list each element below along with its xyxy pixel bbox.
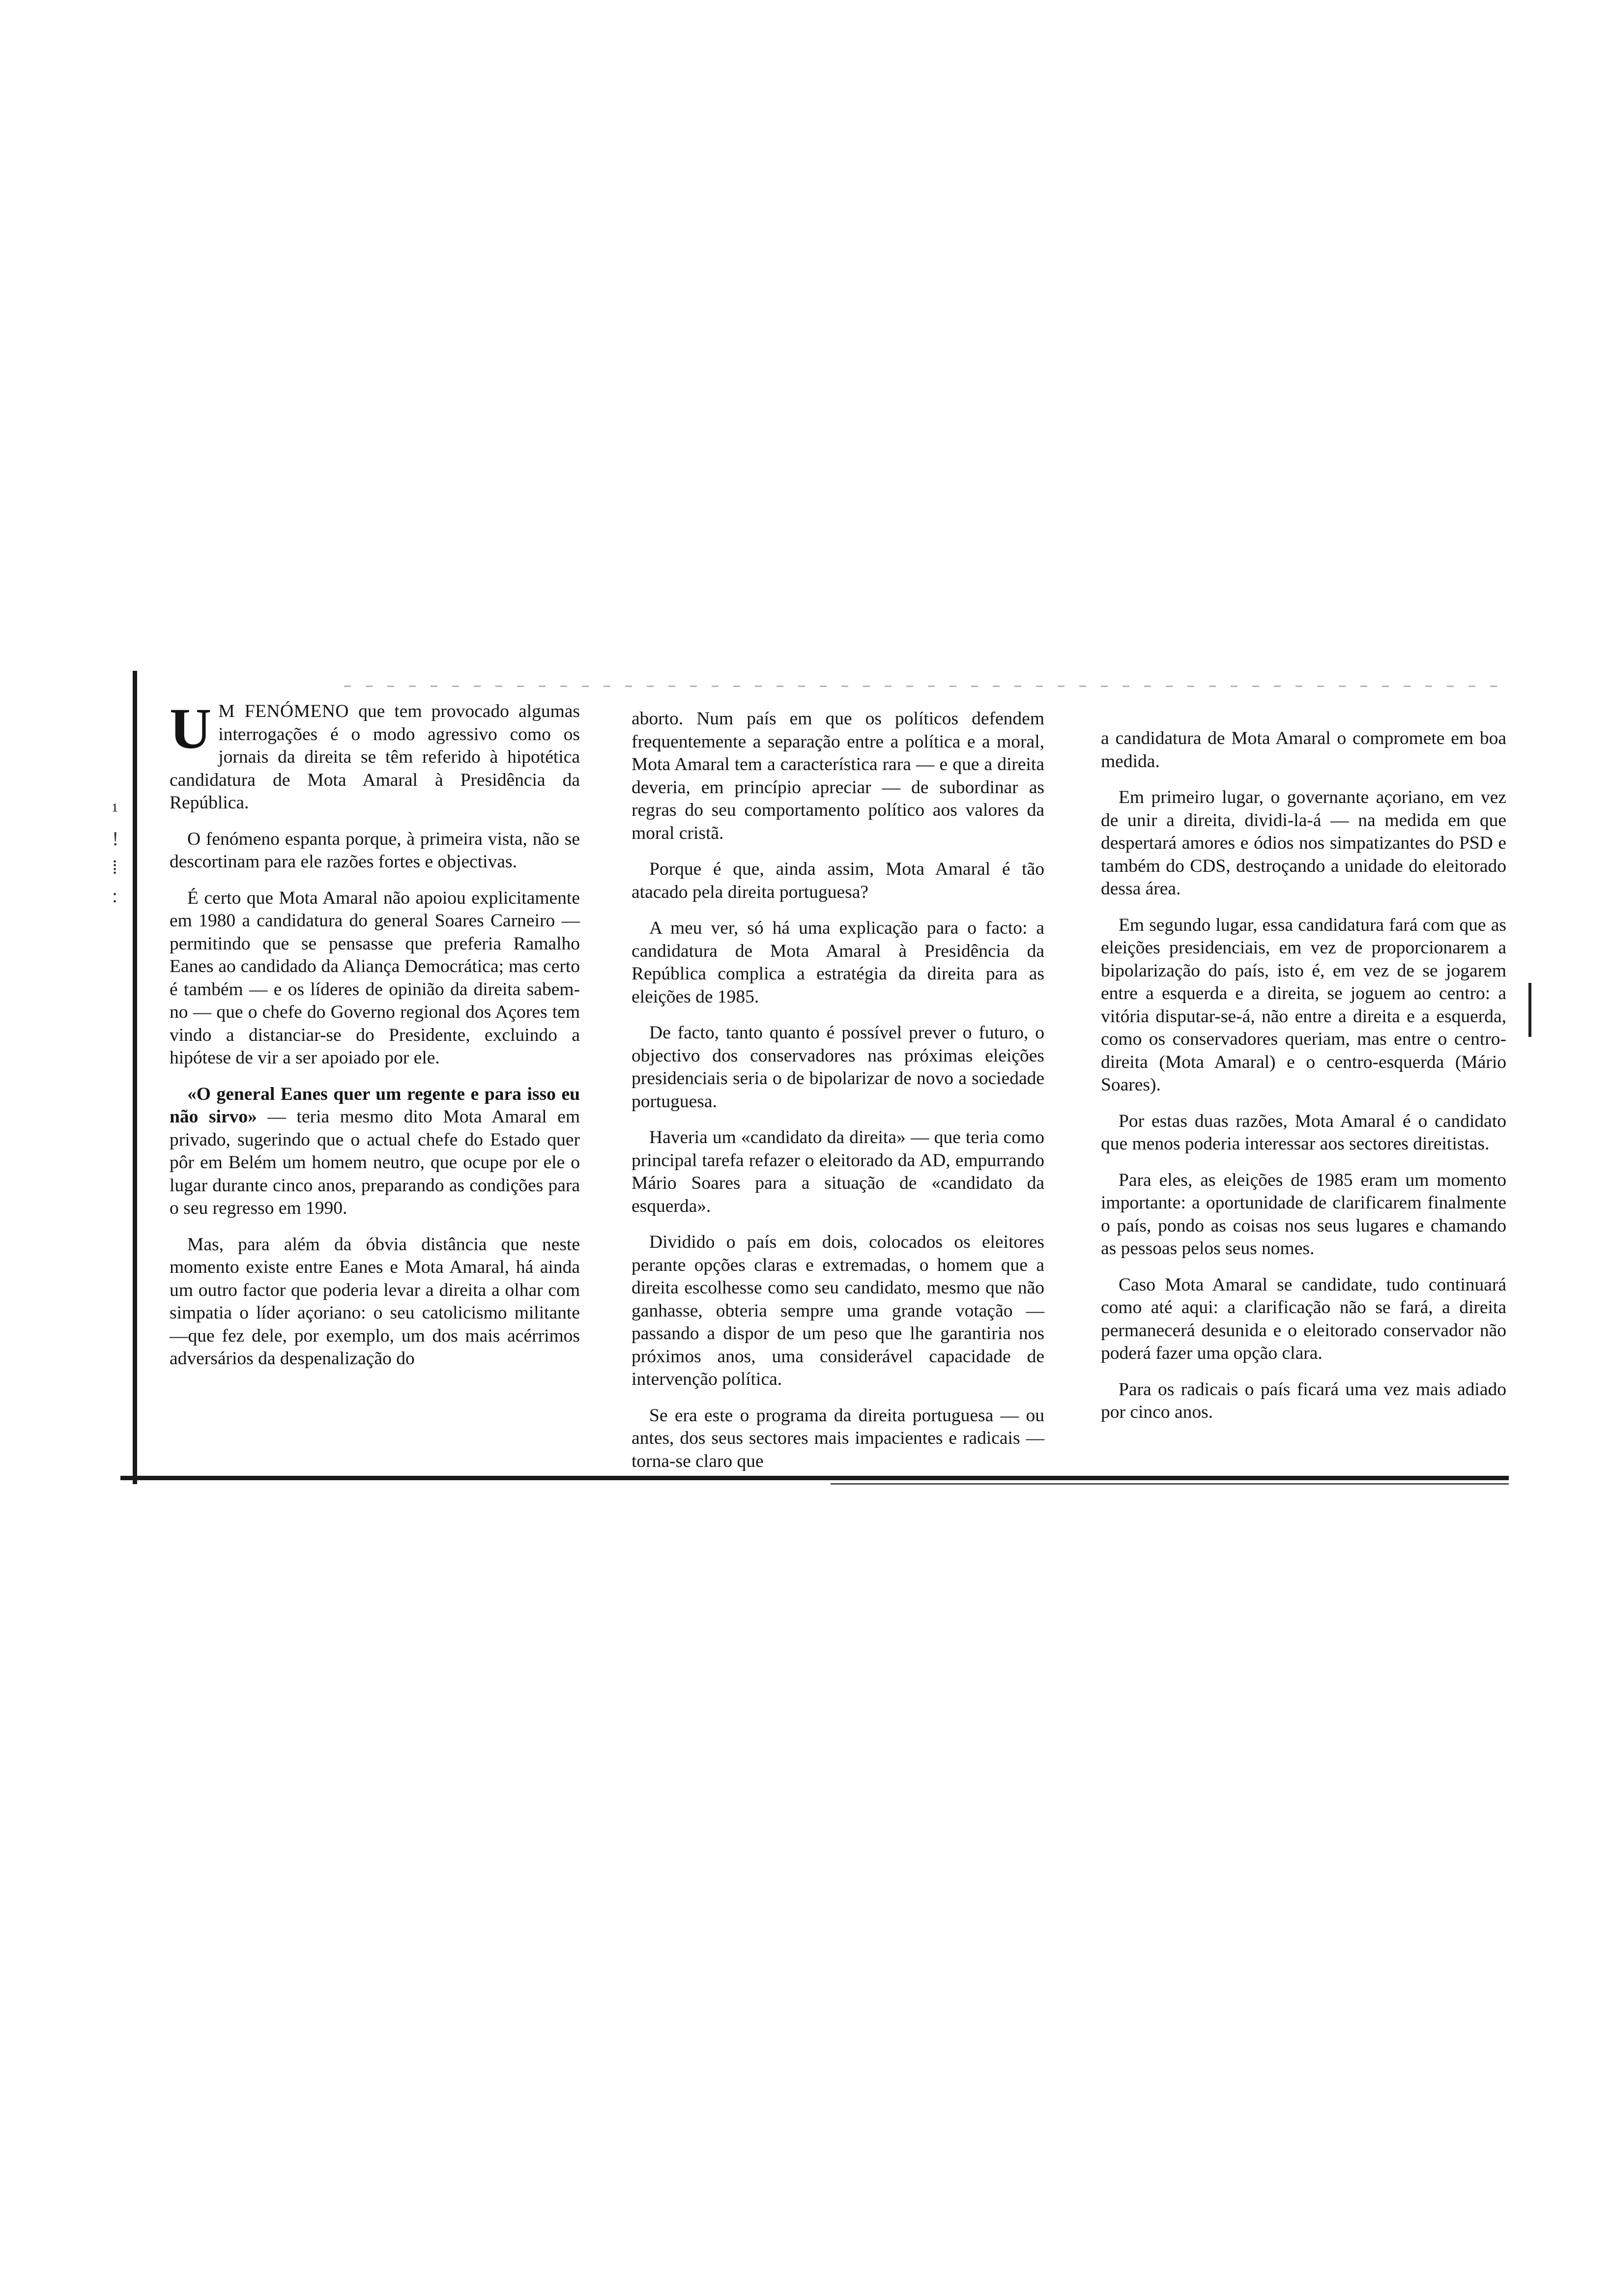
paragraph: Porque é que, ainda assim, Mota Amaral é tão atacado pela direita portuguesa? bbox=[632, 859, 1044, 902]
top-print-specks bbox=[344, 686, 1504, 687]
paragraph: Por estas duas razões, Mota Amaral é o candidato que menos poderia interessar aos sectores direitistas. bbox=[1101, 1111, 1506, 1154]
left-margin-marks bbox=[112, 796, 127, 944]
paragraph bbox=[170, 1083, 580, 1220]
paragraph: O fenómeno espanta porque, à primeira vista, não se descortinam para ele razões fortes e objectivas. bbox=[170, 829, 580, 872]
paragraph: aborto. Num país em que os políticos defendem frequentemente a separação entre a política e a moral, Mota Amaral tem a característica rara — e que a direita deveria, em princípio apreciar — de subordinar as regras do seu comportamento político aos valores da moral cristã. bbox=[632, 709, 1044, 843]
paragraph: Em segundo lugar, essa candidatura fará com que as eleições presidenciais, em vez de proporcionarem a bipolarização do país, isto é, em vez de se jogarem entre a esquerda e a direita, se joguem ao centro: a vitória disputar-se-á, não entre a direita e a esquerda, como os conservadores queriam, mas entre o centro-direita (Mota Amaral) e o centro-esquerda (Mário Soares). bbox=[1101, 915, 1506, 1095]
paragraph: Se era este o programa da direita portuguesa — ou antes, dos seus sectores mais impacientes e radicais — torna-se claro que bbox=[632, 1405, 1044, 1471]
margin-mark: ! bbox=[112, 828, 119, 850]
article-column-3 bbox=[1101, 727, 1506, 1437]
drop-cap: U bbox=[170, 696, 212, 761]
paragraph: Para eles, as eleições de 1985 eram um momento importante: a oportunidade de clarificarem finalmente o país, pondo as coisas nos seus lugares e chamando as pessoas pelos seus nomes. bbox=[1101, 1170, 1506, 1259]
paragraph: Caso Mota Amaral se candidate, tudo continuará como até aqui: a clarificação não se fará, a direita permanecerá desunida e o eleitorado conservador não poderá fazer uma opção clara. bbox=[1101, 1274, 1506, 1363]
margin-mark: ⁞ bbox=[112, 856, 118, 878]
paragraph: a candidatura de Mota Amaral o compromete em boa medida. bbox=[1101, 728, 1506, 772]
paragraph: Mas, para além da óbvia distância que neste momento existe entre Eanes e Mota Amaral, há ainda um outro factor que poderia levar a direita a olhar com simpatia o líder açoriano: o seu catolicismo militante —que fez dele, por exemplo, um dos mais acérrimos adversários da despenalização do bbox=[170, 1234, 580, 1369]
paragraph-text: — teria mesmo dito Mota Amaral em privado, sugerindo que o actual chefe do Estado quer pôr em Belém um homem neutro, que ocupe por ele o lugar durante cinco anos, preparando as condições para o seu regresso em 1990. bbox=[170, 1107, 580, 1218]
paragraph bbox=[170, 696, 580, 815]
paragraph-text: que tem provocado algumas interrogações é o modo agressivo como os jornais da direita se têm referido à hipotética candidatura de Mota Amaral à Presidência da República. bbox=[170, 701, 580, 813]
paragraph: Em primeiro lugar, o governante açoriano, em vez de unir a direita, dividi-la-á — na medida em que despertará amores e ódios nos simpatizantes do PSD e também do CDS, destroçando a unidade do eleitorado dessa área. bbox=[1101, 787, 1506, 899]
pull-quote: «O general Eanes quer um regente e para isso eu não sirvo» bbox=[170, 1084, 580, 1127]
paragraph: Haveria um «candidato da direita» — que teria como principal tarefa refazer o eleitorado da AD, empurrando Mário Soares para a situação de «candidato da esquerda». bbox=[632, 1127, 1044, 1216]
paragraph: De facto, tanto quanto é possível prever o futuro, o objectivo dos conservadores nas próximas eleições presidenciais seria o de bipolarizar de novo a sociedade portuguesa. bbox=[632, 1023, 1044, 1112]
margin-mark: ¹ bbox=[112, 799, 118, 821]
margin-mark: : bbox=[112, 885, 118, 907]
left-column-rule bbox=[133, 671, 137, 1484]
right-margin-mark bbox=[1528, 983, 1531, 1037]
paragraph: Dividido o país em dois, colocados os eleitores perante opções claras e extremadas, o homem que a direita escolhesse como seu candidato, mesmo que não ganhasse, obteria sempre uma grande votação — passando a dispor de um peso que lhe garantiria nos próximos anos, uma considerável capacidade de intervenção política. bbox=[632, 1232, 1044, 1389]
paragraph: A meu ver, só há uma explicação para o facto: a candidatura de Mota Amaral à Presidência da República complica a estratégia da direita para as eleições de 1985. bbox=[632, 918, 1044, 1007]
paragraph: É certo que Mota Amaral não apoiou explicitamente em 1980 a candidatura do general Soares Carneiro — permitindo que se pensasse que preferia Ramalho Eanes ao candidado da Aliança Democrática; mas certo é também — e os líderes de opinião da direita sabem-no — que o chefe do Governo regional dos Açores tem vindo a distanciar-se do Presidente, excluindo a hipótese de vir a ser apoiado por ele. bbox=[170, 888, 580, 1068]
lead-in: M FENÓMENO bbox=[218, 701, 349, 721]
paragraph: Para os radicais o país ficará uma vez mais adiado por cinco anos. bbox=[1101, 1379, 1506, 1422]
article-column-2 bbox=[632, 708, 1044, 1486]
article-column-1 bbox=[170, 696, 580, 1384]
